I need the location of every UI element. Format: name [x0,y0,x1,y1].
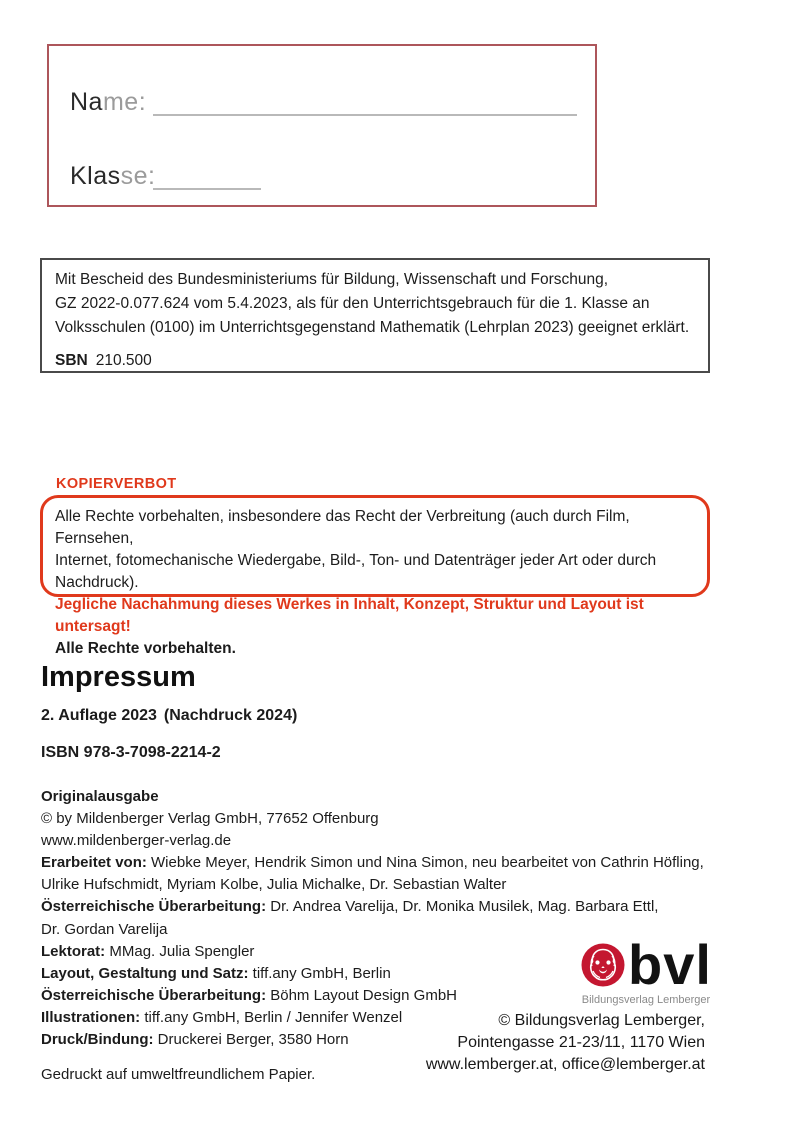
credit-line-website: www.mildenberger-verlag.de [41,832,232,850]
credit-line-druck: Druck/Bindung: Druckerei Berger, 3580 Horn [41,1031,349,1049]
publisher-logo [580,933,712,996]
printed-on-eco-paper-note: Gedruckt auf umweltfreundlichem Papier. [41,1066,316,1084]
credit-line-originalausgabe: Originalausgabe [41,788,159,805]
copy-ban-warning: Jegliche Nachahmung dieses Werkes in Inhalt, Konzept, Struktur und Layout ist untersagt! [55,596,644,635]
copy-ban-rights: Alle Rechte vorbehalten. [55,640,236,657]
copy-ban-line-2: Internet, fotomechanische Wiedergabe, Bild-, Ton- und Datenträger jeder Art oder durch Nachdruck). [55,552,657,591]
sbn-label: SBN [55,352,88,369]
publisher-web-line: www.lemberger.at, office@lemberger.at [425,1056,705,1073]
page-title: Impressum [41,661,196,693]
sbn-row [55,349,695,373]
name-writing-line [153,114,577,116]
credit-line-lektorat: Lektorat: MMag. Julia Spengler [41,942,255,960]
class-label [70,162,156,191]
isbn-line: ISBN 978-3-7098-2214-2 [41,744,221,761]
student-info-box [47,44,597,207]
credit-line-layout: Layout, Gestaltung und Satz: tiff.any GmbH, Berlin [41,964,391,982]
credit-line-ueberarbeitung: Österreichische Überarbeitung: Dr. Andrea Varelija, Dr. Monika Musilek, Mag. Barbara Ettl, [41,898,659,916]
lion-emblem-icon [580,942,626,993]
publisher-copyright-line: © Bildungsverlag Lemberger, [498,1012,705,1029]
edition-line [41,707,297,725]
class-label-light: se: [120,162,156,190]
credit-line-copyright: © by Mildenberger Verlag GmbH, 77652 Offenburg [41,810,379,828]
publisher-logo-caption: Bildungsverlag Lemberger [581,994,711,1006]
edition-note: (Nachdruck 2024) [163,707,298,724]
edition-text: 2. Auflage 2023 [41,707,157,724]
copy-ban-box [40,495,710,657]
credit-line-ueberarbeitung-2: Dr. Gordan Varelija [41,920,168,938]
publisher-logo-wordmark: bvl [628,933,712,996]
name-label-dark: Na [70,88,103,116]
ministry-approval-box [40,258,710,373]
sbn-value: 210.500 [95,352,152,369]
class-label-dark: Klas [70,162,121,190]
copy-ban-heading: KOPIERVERBOT [56,476,177,492]
credit-line-erarbeitet: Erarbeitet von: Wiebke Meyer, Hendrik Simon und Nina Simon, neu bearbeitet von Cathrin Höfling, [41,854,704,872]
credit-line-layout-at: Österreichische Überarbeitung: Böhm Layout Design GmbH [41,986,457,1004]
class-writing-line [153,188,261,190]
credit-line-illustrationen: Illustrationen: tiff.any GmbH, Berlin / Jennifer Wenzel [41,1008,403,1026]
credit-line-erarbeitet-2: Ulrike Hufschmidt, Myriam Kolbe, Julia Michalke, Dr. Sebastian Walter [41,876,507,894]
name-label-light: me: [102,88,147,116]
approval-line-1: Mit Bescheid des Bundesministeriums für Bildung, Wissenschaft und Forschung, [55,271,609,288]
publisher-street-line: Pointengasse 21-23/11, 1170 Wien [457,1034,705,1051]
approval-line-2: GZ 2022-0.077.624 vom 5.4.2023, als für den Unterrichtsgebrauch für die 1. Klasse an [55,295,650,312]
publisher-address-block [426,1010,705,1076]
name-label [70,88,146,117]
copy-ban-line-1: Alle Rechte vorbehalten, insbesondere das Recht der Verbreitung (auch durch Film, Fernsehen, [55,508,630,547]
approval-line-3: Volksschulen (0100) im Unterrichtsgegenstand Mathematik (Lehrplan 2023) geeignet erklärt. [55,319,690,336]
